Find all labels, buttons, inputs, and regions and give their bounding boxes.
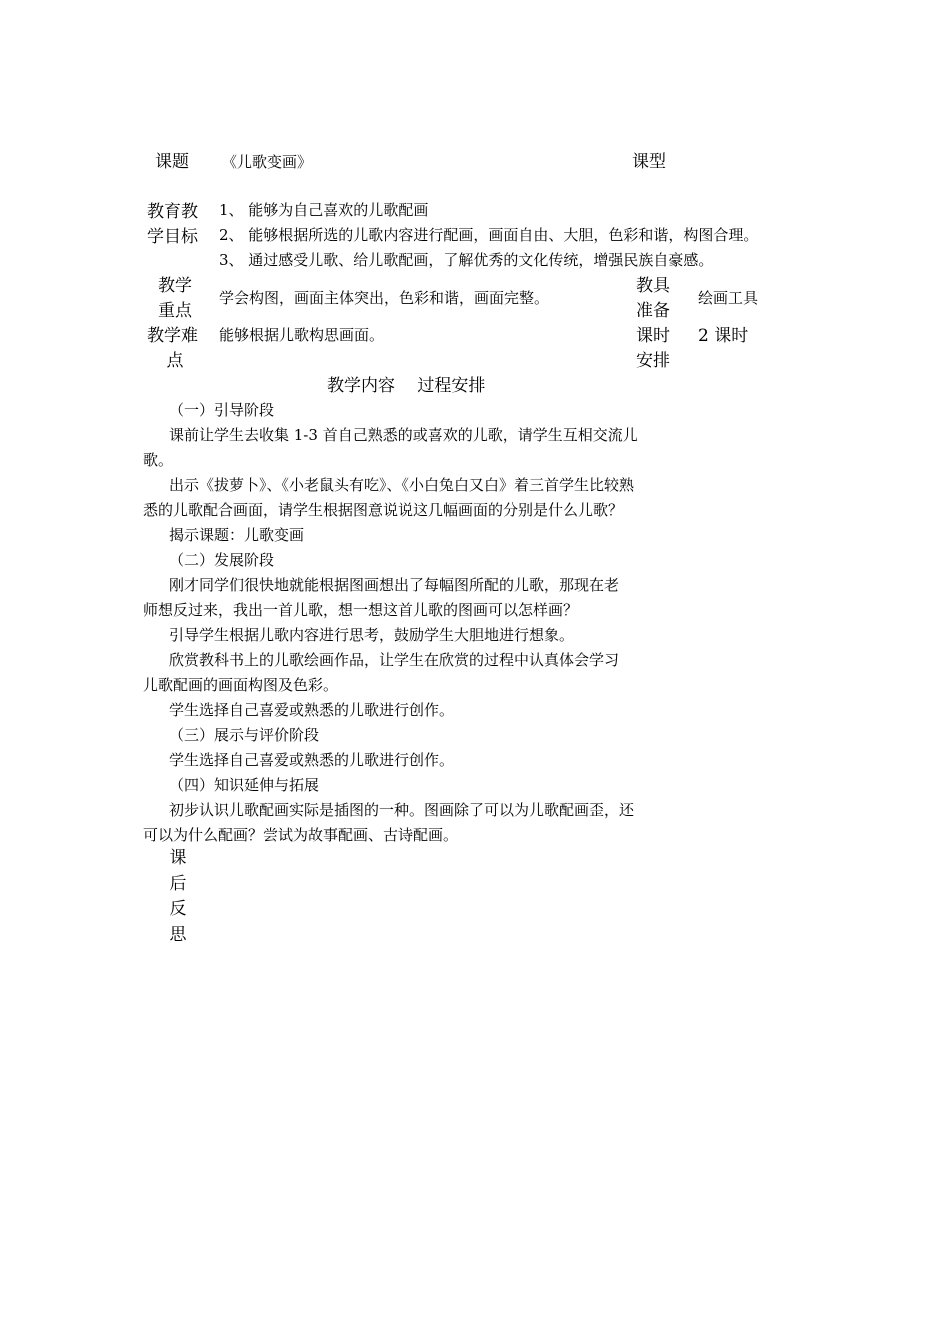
tools-label-line2: 准备 xyxy=(636,301,670,321)
schedule-label-line1: 课时 xyxy=(636,326,670,346)
objectives-label-line1: 教育教 xyxy=(147,202,198,222)
objectives-label-line2: 学目标 xyxy=(147,227,198,247)
stage2-title: （二）发展阶段 xyxy=(169,551,275,569)
stage4-title: （四）知识延伸与拓展 xyxy=(169,776,320,794)
stage2-paragraph3-line1: 欣赏教科书上的儿歌绘画作品，让学生在欣赏的过程中认真体会学习 xyxy=(169,651,620,669)
stage1-title: （一）引导阶段 xyxy=(169,401,275,419)
schedule-label-line2: 安排 xyxy=(636,351,670,371)
stage1-paragraph2-line1: 出示《拔萝卜》、《小老鼠头有吃》、《小白兔白又白》着三首学生比较熟 xyxy=(169,476,635,494)
schedule-value: 2 课时 xyxy=(698,326,749,346)
difficulty-label-line2: 点 xyxy=(166,351,184,371)
stage2-paragraph2: 引导学生根据儿歌内容进行思考，鼓励学生大胆地进行想象。 xyxy=(169,626,575,644)
stage3-paragraph1: 学生选择自己喜爱或熟悉的儿歌进行创作。 xyxy=(169,751,455,769)
stage2-paragraph1-line1: 刚才同学们很快地就能根据图画想出了每幅图所配的儿歌，那现在老 xyxy=(169,576,620,594)
key-points-label-line2: 重点 xyxy=(158,301,192,321)
stage3-title: （三）展示与评价阶段 xyxy=(169,726,320,744)
reflection-label xyxy=(165,846,191,948)
objective-item-2: 2、 能够根据所选的儿歌内容进行配画，画面自由、大胆，色彩和谐，构图合理。 xyxy=(219,226,759,244)
stage1-paragraph1-line1: 课前让学生去收集 1-3 首自己熟悉的或喜欢的儿歌，请学生互相交流儿 xyxy=(169,426,638,444)
stage1-paragraph3: 揭示课题：儿歌变画 xyxy=(169,526,305,544)
difficulty-label-line1: 教学难 xyxy=(147,326,198,346)
key-points-label-line1: 教学 xyxy=(158,276,192,296)
stage1-paragraph2-line2: 悉的儿歌配合画面，请学生根据图意说说这几幅画面的分别是什么儿歌？ xyxy=(143,501,624,519)
content-heading: 教学内容 过程安排 xyxy=(327,376,486,396)
stage2-paragraph3-line2: 儿歌配画的画面构图及色彩。 xyxy=(143,676,339,694)
reflection-char: 思 xyxy=(169,924,187,945)
objective-item-3: 3、 通过感受儿歌、给儿歌配画，了解优秀的文化传统，增强民族自豪感。 xyxy=(219,251,714,269)
objective-item-1: 1、 能够为自己喜欢的儿歌配画 xyxy=(219,201,429,219)
stage2-paragraph1-line2: 师想反过来，我出一首儿歌，想一想这首儿歌的图画可以怎样画？ xyxy=(143,601,579,619)
stage4-paragraph1-line1: 初步认识儿歌配画实际是插图的一种。图画除了可以为儿歌配画歪，还 xyxy=(169,801,635,819)
tools-value: 绘画工具 xyxy=(698,289,759,307)
difficulty-value: 能够根据儿歌构思画面。 xyxy=(219,326,385,344)
stage2-paragraph4: 学生选择自己喜爱或熟悉的儿歌进行创作。 xyxy=(169,701,455,719)
stage1-paragraph1-line2: 歌。 xyxy=(143,451,174,469)
lesson-type-label: 课型 xyxy=(632,152,666,172)
topic-label: 课题 xyxy=(155,152,189,172)
reflection-char: 后 xyxy=(169,873,187,894)
reflection-char: 反 xyxy=(169,899,187,919)
reflection-char: 课 xyxy=(169,848,187,868)
stage4-paragraph1-line2: 可以为什么配画？尝试为故事配画、古诗配画。 xyxy=(143,826,459,844)
topic-value: 《儿歌变画》 xyxy=(222,153,313,171)
key-points-value: 学会构图，画面主体突出，色彩和谐，画面完整。 xyxy=(219,289,550,307)
lesson-body xyxy=(143,398,688,848)
tools-label-line1: 教具 xyxy=(636,276,670,296)
